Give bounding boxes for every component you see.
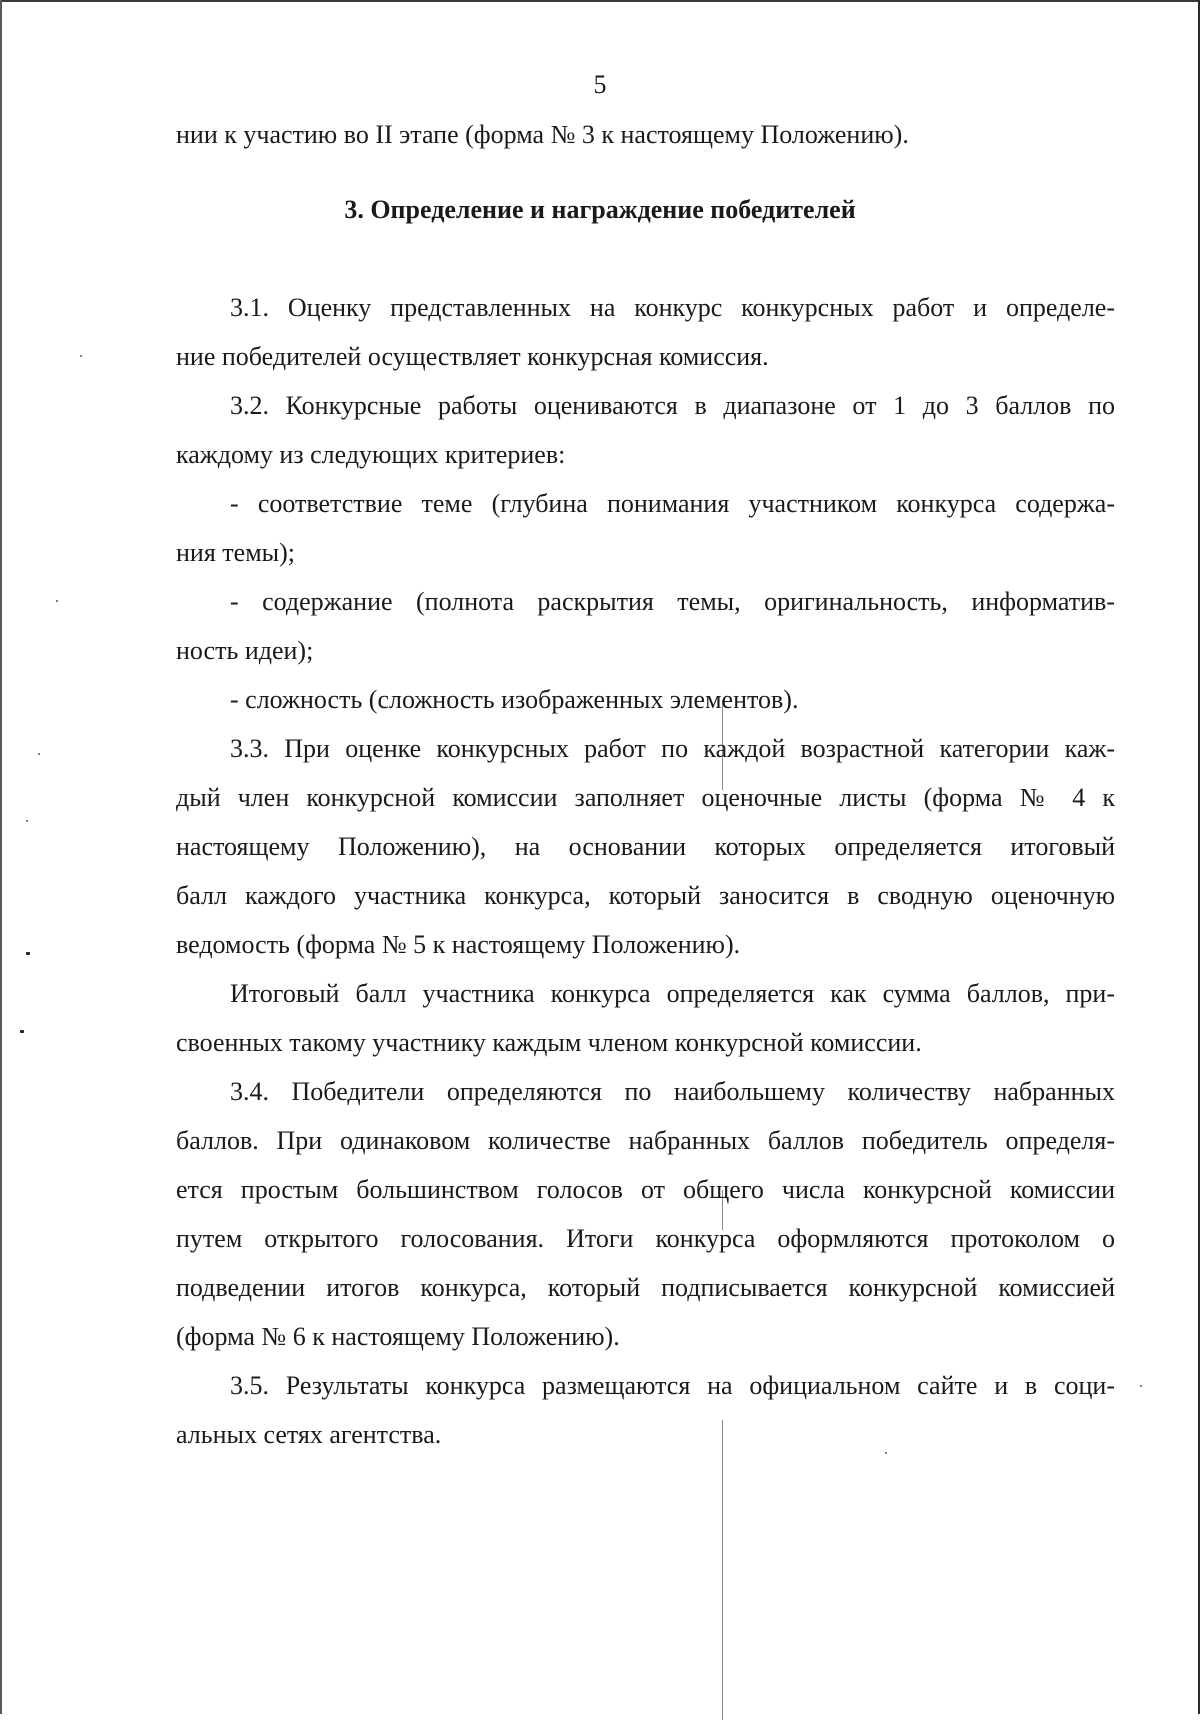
text-line: альных сетях агентства.	[176, 1420, 442, 1449]
text-line: 3.4. Победители определяются по наибольшему количеству набранных	[230, 1077, 1115, 1106]
text-line: нии к участию во II этапе (форма № 3 к настоящему Положению).	[176, 120, 909, 149]
text-line: ние победителей осуществляет конкурсная комиссия.	[176, 342, 769, 371]
scan-edge-left	[0, 0, 2, 1714]
text-line: своенных такому участнику каждым членом конкурсной комиссии.	[176, 1028, 922, 1057]
text-line: - сложность (сложность изображенных элементов).	[230, 685, 799, 714]
text-line: ния темы);	[176, 538, 295, 567]
text-line: 3.3. При оценке конкурсных работ по каждой возрастной категории каж-	[230, 734, 1115, 763]
scan-speck	[56, 600, 58, 602]
scan-speck	[80, 355, 82, 357]
text-line: Итоговый балл участника конкурса определяется как сумма баллов, при-	[230, 979, 1115, 1008]
text-line: 3.2. Конкурсные работы оцениваются в диапазоне от 1 до 3 баллов по	[230, 391, 1115, 420]
text-line: балл каждого участника конкурса, который заносится в сводную оценочную	[176, 881, 1115, 910]
text-line: каждому из следующих критериев:	[176, 440, 566, 469]
section-heading: 3. Определение и награждение победителей	[344, 195, 856, 224]
text-line: - соответствие теме (глубина понимания участником конкурса содержа-	[230, 489, 1115, 518]
page-number: 5	[593, 70, 607, 99]
text-line: ность идеи);	[176, 636, 314, 665]
text-line: 3.5. Результаты конкурса размещаются на официальном сайте и в соци-	[230, 1371, 1115, 1400]
text-line: - содержание (полнота раскрытия темы, оригинальность, информатив-	[230, 587, 1115, 616]
scan-speck	[26, 820, 28, 822]
text-line: дый член конкурсной комиссии заполняет оценочные листы (форма № 4 к	[176, 783, 1115, 812]
scan-edge-top	[0, 0, 1200, 2]
text-line: путем открытого голосования. Итоги конкурса оформляются протоколом о	[176, 1224, 1115, 1253]
scan-speck	[885, 1452, 887, 1454]
scan-speck	[20, 1030, 24, 1033]
scan-speck	[38, 753, 40, 755]
text-line: подведении итогов конкурса, который подписывается конкурсной комиссией	[176, 1273, 1115, 1302]
text-line: настоящему Положению), на основании которых определяется итоговый	[176, 832, 1115, 861]
scan-speck	[1140, 1385, 1142, 1387]
text-line: 3.1. Оценку представленных на конкурс конкурсных работ и определе-	[230, 293, 1115, 322]
scan-speck	[26, 952, 30, 955]
scan-fold-mark	[722, 1420, 723, 1720]
text-line: баллов. При одинаковом количестве набранных баллов победитель определя-	[176, 1126, 1115, 1155]
text-line: ется простым большинством голосов от общего числа конкурсной комиссии	[176, 1175, 1115, 1204]
text-line: ведомость (форма № 5 к настоящему Положению).	[176, 930, 741, 959]
text-line: (форма № 6 к настоящему Положению).	[176, 1322, 620, 1351]
